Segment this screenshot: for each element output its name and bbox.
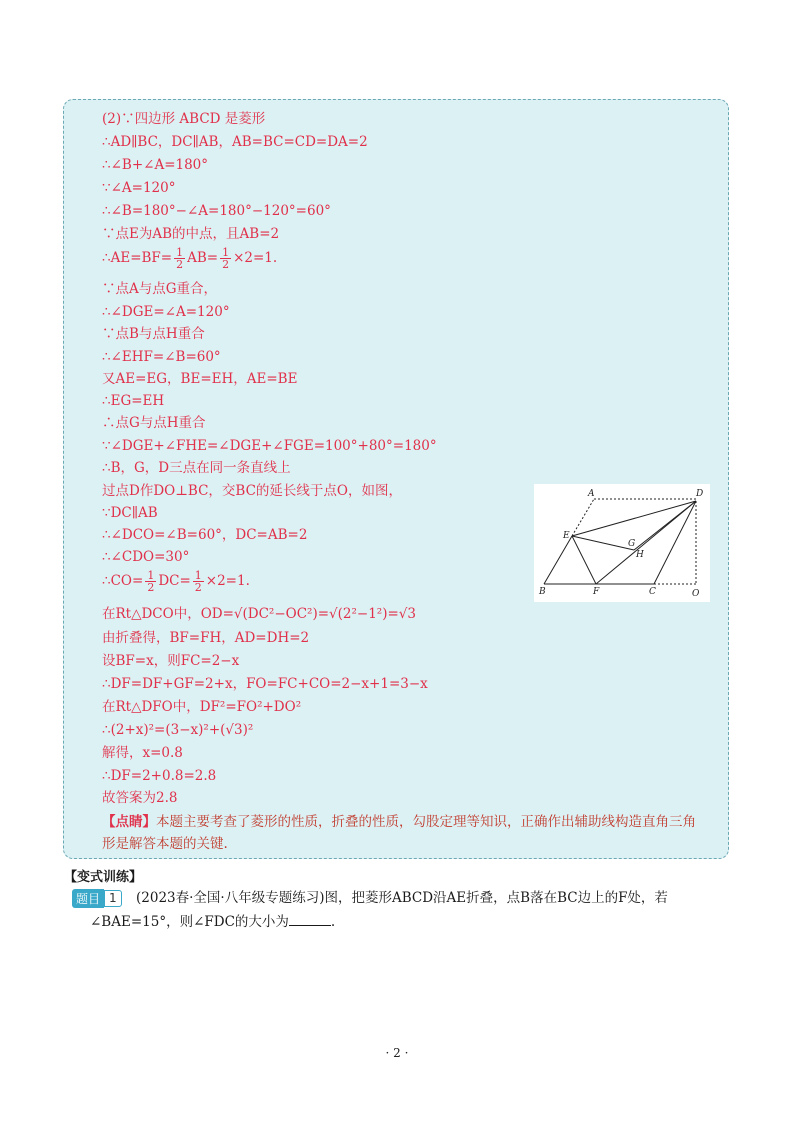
solution-line-fraction [102,567,250,595]
fraction-denominator: 2 [222,258,230,271]
solution-line: 又AE=EG，BE=EH，AE=BE [102,371,298,387]
solution-line: ∴点G与点H重合 [102,415,206,431]
question-badge [72,889,122,908]
fraction-denominator: 2 [147,581,155,594]
question-text-line2 [90,913,335,931]
solution-line: 在Rt△DCO中，OD=√(DC²−OC²)=√(2²−1²)=√3 [102,606,416,622]
solution-line: ∵点B与点H重合 [102,326,205,342]
solution-line: ∴∠B=180°−∠A=180°−120°=60° [102,203,331,219]
solution-line: ∵∠DGE+∠FHE=∠DGE+∠FGE=100°+80°=180° [102,438,437,454]
solution-line: ∵点E为AB的中点，且AB=2 [102,226,280,242]
solution-line: ∴∠B+∠A=180° [102,157,209,173]
solution-line: ∴DF=DF+GF=2+x，FO=FC+CO=2−x+1=3−x [102,676,428,692]
fraction-numerator: 1 [222,246,230,259]
text-segment: ×2=1. [205,573,250,589]
label-c: C [649,587,656,597]
text-segment: ∠BAE=15°，则∠FDC的大小为 [90,914,289,930]
solution-line: ∴∠CDO=30° [102,549,190,565]
solution-line: ∴EG=EH [102,393,165,409]
note-line [102,814,696,830]
solution-line-fraction [102,244,277,272]
fraction [220,247,231,270]
segment-ed [572,501,696,536]
label-h: H [636,550,644,560]
note-line: 形是解答本题的关键. [102,836,228,852]
solution-line: ∴∠DGE=∠A=120° [102,304,230,320]
label-b: B [539,587,546,597]
note-tag: 【点睛】 [102,814,156,830]
segment-ef [572,536,596,584]
solution-line: 解得，x=0.8 [102,745,183,761]
note-text: 本题主要考查了菱形的性质，折叠的性质，勾股定理等知识，正确作出辅助线构造直角三角 [156,814,696,830]
label-f: F [593,587,600,597]
label-o: O [692,589,700,599]
text-segment: ∴AE=BF= [102,250,173,266]
label-a: A [588,489,595,499]
solution-line: ∴AD∥BC，DC∥AB，AB=BC=CD=DA=2 [102,134,368,150]
fraction-numerator: 1 [194,569,202,582]
text-segment: . [330,914,336,930]
solution-line: (2)∵四边形 ABCD 是菱形 [102,111,266,127]
solution-line: ∴∠DCO=∠B=60°，DC=AB=2 [102,527,308,543]
solution-line: 故答案为2.8 [102,790,178,806]
text-segment: ∴CO= [102,573,144,589]
solution-line: ∴DF=2+0.8=2.8 [102,768,217,784]
segment-gd [634,501,696,550]
solution-line: ∵DC∥AB [102,505,158,521]
fraction-denominator: 2 [194,581,202,594]
solution-line: ∵∠A=120° [102,180,176,196]
fraction-numerator: 1 [176,246,184,259]
solution-line: ∴∠EHF=∠B=60° [102,349,221,365]
fraction [145,570,156,593]
segment-eg [572,536,634,550]
section-title: 【变式训练】 [64,870,143,885]
label-d: D [696,489,704,499]
text-segment: AB= [187,250,219,266]
segment-be [544,536,572,584]
solution-line: 由折叠得，BF=FH，AD=DH=2 [102,630,310,646]
question-badge-label: 题目 [72,889,104,908]
solution-line: 在Rt△DFO中，DF²=FO²+DO² [102,699,302,715]
question-text-line1: (2023春·全国·八年级专题练习)图，把菱形ABCD沿AE折叠，点B落在BC边上的F处，若 [136,890,668,906]
fraction-denominator: 2 [176,258,184,271]
question-badge-number: 1 [104,890,122,907]
page-number: · 2 · [385,1046,409,1060]
geometry-figure [534,484,710,602]
label-e: E [563,531,570,541]
solution-line: ∴(2+x)²=(3−x)²+(√3)² [102,722,254,738]
solution-line: 过点D作DO⊥BC，交BC的延长线于点O，如图， [102,483,402,499]
fraction [174,247,185,270]
segment-cd [654,501,696,584]
answer-blank[interactable] [289,913,331,926]
rhombus-fold-diagram [534,484,710,602]
text-segment: DC= [158,573,191,589]
fraction-numerator: 1 [147,569,155,582]
text-segment: ×2=1. [233,250,278,266]
solution-line: ∵点A与点G重合， [102,281,218,297]
fraction [193,570,204,593]
solution-line: 设BF=x，则FC=2−x [102,653,240,669]
solution-line: ∴B，G，D三点在同一条直线上 [102,460,291,476]
label-g: G [628,539,636,549]
